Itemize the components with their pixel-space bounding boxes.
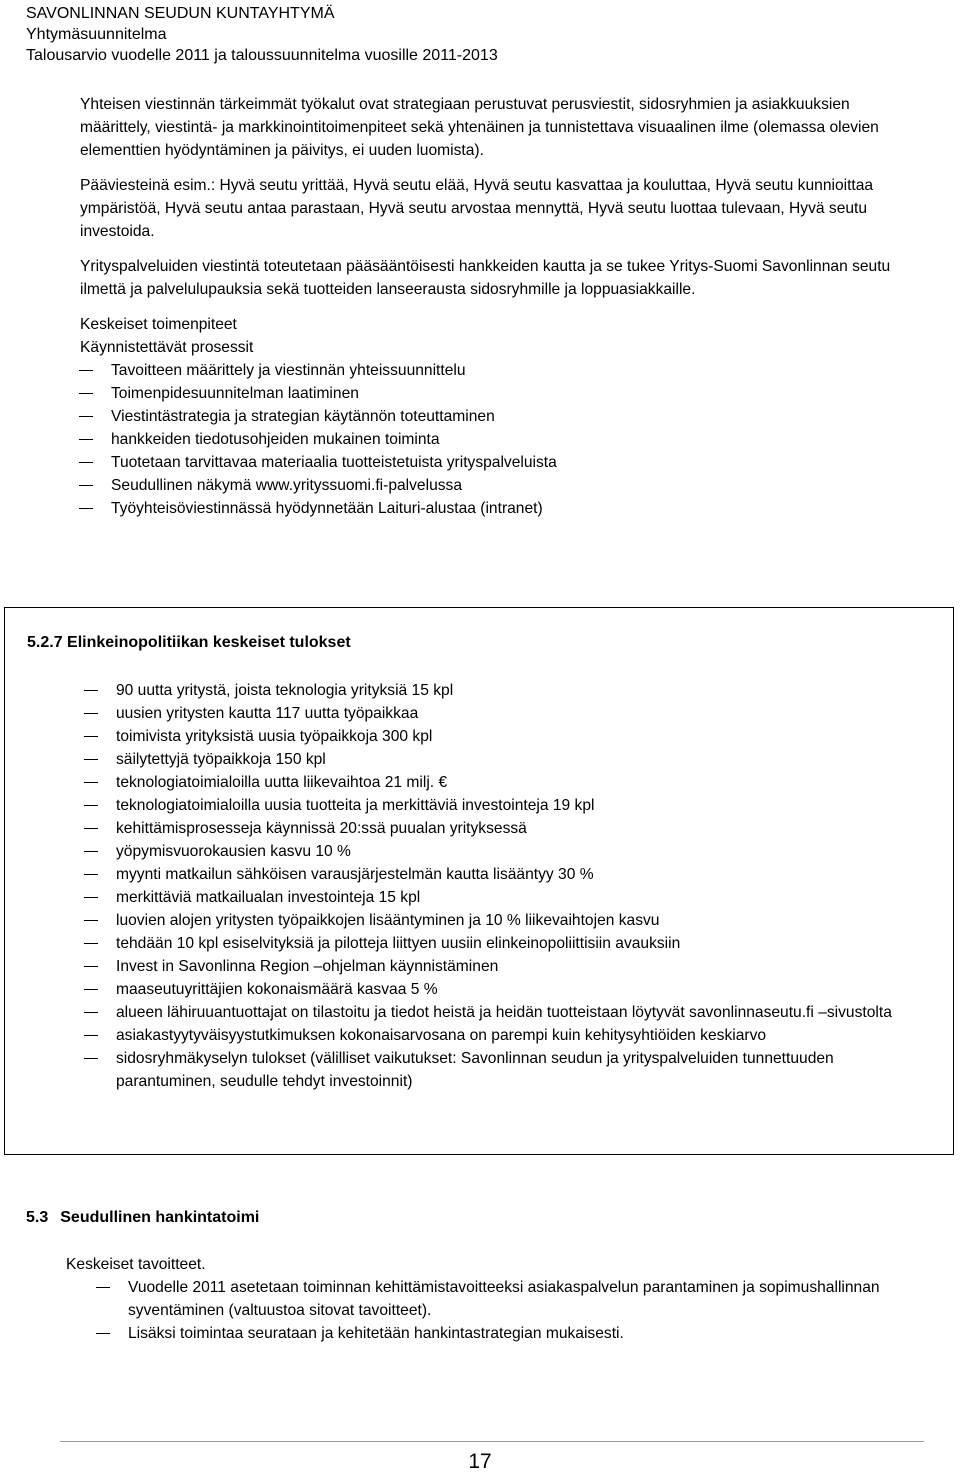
list-item: maaseutuyrittäjien kokonaismäärä kasvaa 5 % [67, 978, 927, 1001]
results-list [67, 679, 927, 1093]
list-item: kehittämisprosesseja käynnissä 20:ssä puualan yrityksessä [67, 817, 927, 840]
processes-list [62, 359, 920, 520]
list-item: Invest in Savonlinna Region –ohjelman käynnistäminen [67, 955, 927, 978]
document-subtitle: Talousarvio vuodelle 2011 ja taloussuunnitelma vuosille 2011-2013 [26, 47, 498, 64]
page-number: 17 [468, 1450, 492, 1473]
section-number: 5.3 [26, 1209, 49, 1226]
document-name: Yhtymäsuunnitelma [26, 26, 167, 43]
list-item: uusien yritysten kautta 117 uutta työpaikkaa [67, 702, 927, 725]
list-item: myynti matkailun sähköisen varausjärjestelmän kautta lisääntyy 30 % [67, 863, 927, 886]
list-item: Vuodelle 2011 asetetaan toiminnan kehittämistavoitteeksi asiakaspalvelun parantaminen ja sopimushallinnan syventäminen (valtuustoa sitovat tavoitteet). [79, 1276, 916, 1322]
list-item: sidosryhmäkyselyn tulokset (välilliset vaikutukset: Savonlinnan seudun ja yrityspalveluiden tunnettuuden parantuminen, seudulle tehdyt investoinnit) [67, 1047, 927, 1093]
results-box [4, 607, 954, 1155]
goals-list [79, 1276, 916, 1345]
list-item: säilytettyjä työpaikkoja 150 kpl [67, 748, 927, 771]
list-item: yöpymisvuorokausien kasvu 10 % [67, 840, 927, 863]
list-item: tehdään 10 kpl esiselvityksiä ja pilotteja liittyen uusiin elinkeinopoliittisiin avauksiin [67, 932, 927, 955]
list-item: teknologiatoimialoilla uusia tuotteita ja merkittäviä investointeja 19 kpl [67, 794, 927, 817]
intro-paragraph-3: Yrityspalveluiden viestintä toteutetaan pääsääntöisesti hankkeiden kautta ja se tukee Yritys-Suomi Savonlinnan seutu ilmettä ja palvelulupauksia sekä tuotteiden lanseerausta sidosryhmille ja loppuasiakkaille. [80, 258, 891, 298]
intro-paragraph-2: Pääviesteinä esim.: Hyvä seutu yrittää, Hyvä seutu elää, Hyvä seutu kasvattaa ja kouluttaa, Hyvä seutu kunnioittaa ympäristöä, Hyvä seutu antaa parastaan, Hyvä seutu arvostaa mennyttä, Hyvä seutu luottaa tulevaan, Hyvä seutu investoida. [80, 177, 874, 240]
list-item: alueen lähiruuantuottajat on tilastoitu ja tiedot heistä ja heidän tuotteistaan löytyvät savonlinnaseutu.fi –sivustolta [67, 1001, 927, 1024]
list-item: toimivista yrityksistä uusia työpaikkoja 300 kpl [67, 725, 927, 748]
list-item: Seudullinen näkymä www.yrityssuomi.fi-palvelussa [62, 474, 920, 497]
list-item: asiakastyytyväisyystutkimuksen kokonaisarvosana on parempi kuin kehitysyhtiöiden keskiarvo [67, 1024, 927, 1047]
list-item: merkittäviä matkailualan investointeja 15 kpl [67, 886, 927, 909]
section-title: Seudullinen hankintatoimi [60, 1209, 260, 1226]
organization-name: SAVONLINNAN SEUDUN KUNTAYHTYMÄ [26, 5, 335, 22]
list-item: 90 uutta yritystä, joista teknologia yrityksiä 15 kpl [67, 679, 927, 702]
list-item: Tavoitteen määrittely ja viestinnän yhteissuunnittelu [62, 359, 920, 382]
list-item: Lisäksi toimintaa seurataan ja kehitetään hankintastrategian mukaisesti. [79, 1322, 916, 1345]
list-item: luovien alojen yritysten työpaikkojen lisääntyminen ja 10 % liikevaihtojen kasvu [67, 909, 927, 932]
list-item: hankkeiden tiedotusohjeiden mukainen toiminta [62, 428, 920, 451]
goals-heading: Keskeiset tavoitteet. [66, 1256, 206, 1273]
section-5-3-body [66, 1253, 916, 1345]
footer-divider [60, 1441, 924, 1442]
list-item: Viestintästrategia ja strategian käytännön toteuttaminen [62, 405, 920, 428]
processes-heading: Käynnistettävät prosessit [80, 339, 254, 356]
results-title: 5.2.7 Elinkeinopolitiikan keskeiset tulokset [27, 634, 351, 651]
intro-section [80, 93, 920, 520]
measures-heading: Keskeiset toimenpiteet [80, 316, 237, 333]
page-header [26, 3, 498, 66]
list-item: teknologiatoimialoilla uutta liikevaihtoa 21 milj. € [67, 771, 927, 794]
list-item: Toimenpidesuunnitelman laatiminen [62, 382, 920, 405]
list-item: Työyhteisöviestinnässä hyödynnetään Laituri-alustaa (intranet) [62, 497, 920, 520]
intro-paragraph-1: Yhteisen viestinnän tärkeimmät työkalut ovat strategiaan perustuvat perusviestit, sidosryhmien ja asiakkuuksien määrittely, viestintä- ja markkinointitoimenpiteet sekä yhtenäinen ja tunnistettava visuaalinen ilme (olemassa olevien elementtien hyödyntäminen ja päivitys, ei uuden luomista). [80, 96, 879, 159]
list-item: Tuotetaan tarvittavaa materiaalia tuotteistetuista yrityspalveluista [62, 451, 920, 474]
section-5-3-heading [26, 1207, 259, 1229]
